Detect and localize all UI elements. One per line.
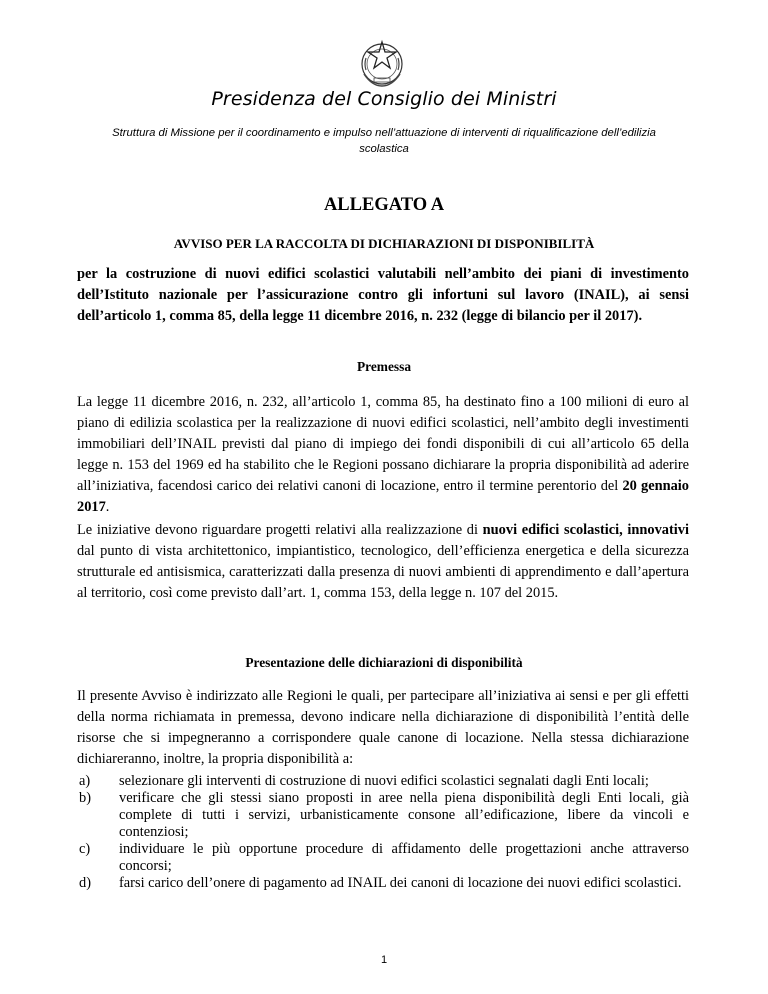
emphasis-nuovi-edifici: nuovi edifici scolastici, innovativi [482, 522, 689, 538]
list-item [77, 875, 689, 892]
list-item [77, 773, 689, 790]
intro-paragraph: per la costruzione di nuovi edifici scolastici valutabili nell’ambito dei piani di investimento dell’Istituto nazionale per l’assicurazione contro gli infortuni sul lavoro (INAIL), ai sensi dell’articolo 1, comma 85, della legge 11 dicembre 2016, n. 232 (legge di bilancio per il 2017). [77, 266, 689, 324]
document-subtitle: AVVISO PER LA RACCOLTA DI DICHIARAZIONI DI DISPONIBILITÀ [173, 236, 595, 251]
list-item [77, 790, 689, 841]
struttura-subtitle: Struttura di Missione per il coordinamento e impulso nell’attuazione di interventi di riqualificazione dell’edilizia scolastica [112, 127, 656, 155]
list-item [77, 841, 689, 875]
list-item-text: selezionare gli interventi di costruzione di nuovi edifici scolastici segnalati dagli Enti locali; [119, 773, 649, 789]
premessa-paragraph-2: Le iniziative devono riguardare progetti relativi alla realizzazione di nuovi edifici scolastici, innovativi dal punto di vista architettonico, impiantistico, tecnologico, dell’efficienza energetica e della sicurezza strutturale ed antisismica, caratterizzati dalla presenza di nuovi ambienti di apprendimento e dall’apertura al territorio, così come previsto dall’art. 1, comma 153, della legge n. 107 del 2015. [77, 522, 689, 601]
list-item-label: b) [79, 790, 91, 806]
presentazione-heading: Presentazione delle dichiarazioni di disponibilità [245, 655, 523, 670]
list-item-label: c) [79, 841, 91, 857]
page-number: 1 [380, 954, 388, 966]
disponibilita-list [77, 773, 689, 892]
presentazione-paragraph: Il presente Avviso è indirizzato alle Regioni le quali, per partecipare all’iniziativa ai sensi e per gli effetti della norma richiamata in premessa, devono indicare nella dichiarazione di disponibilità l’entità delle risorse che si impegneranno a corrispondere quale canone di locazione. Nella stessa dichiarazione dichiareranno, inoltre, la propria disponibilità a: [77, 688, 689, 767]
list-item-text: verificare che gli stessi siano proposti in aree nella piena disponibilità degli Enti locali, già complete di tutti i servizi, urbanisticamente consone all’edificazione, libere da vincoli e contenziosi; [119, 790, 689, 840]
list-item-label: d) [79, 875, 91, 891]
ministry-name: Presidenza del Consiglio dei Ministri [211, 88, 557, 110]
italian-republic-emblem-icon [354, 34, 410, 90]
list-item-text: individuare le più opportune procedure di affidamento delle progettazioni anche attraverso concorsi; [119, 841, 689, 874]
premessa-paragraph-1: La legge 11 dicembre 2016, n. 232, all’articolo 1, comma 85, ha destinato fino a 100 milioni di euro al piano di edilizia scolastica per la realizzazione di nuovi edifici scolastici, nell’ambito degli investimenti immobiliari dell’INAIL previsti dal piano di impiego dei fondi disponibili di cui all’articolo 65 della legge n. 153 del 1969 ed ha stabilito che le Regioni possano dichiarare la propria disponibilità ad aderire all’iniziativa, facendosi carico dei relativi canoni di locazione, entro il termine perentorio del 20 gennaio 2017. [77, 394, 689, 515]
list-item-label: a) [79, 773, 91, 789]
document-title: ALLEGATO A [323, 195, 445, 215]
premessa-heading: Premessa [356, 359, 412, 374]
deadline-date: 20 gennaio 2017 [77, 478, 689, 515]
list-item-text: farsi carico dell’onere di pagamento ad INAIL dei canoni di locazione dei nuovi edifici scolastici. [119, 875, 682, 891]
